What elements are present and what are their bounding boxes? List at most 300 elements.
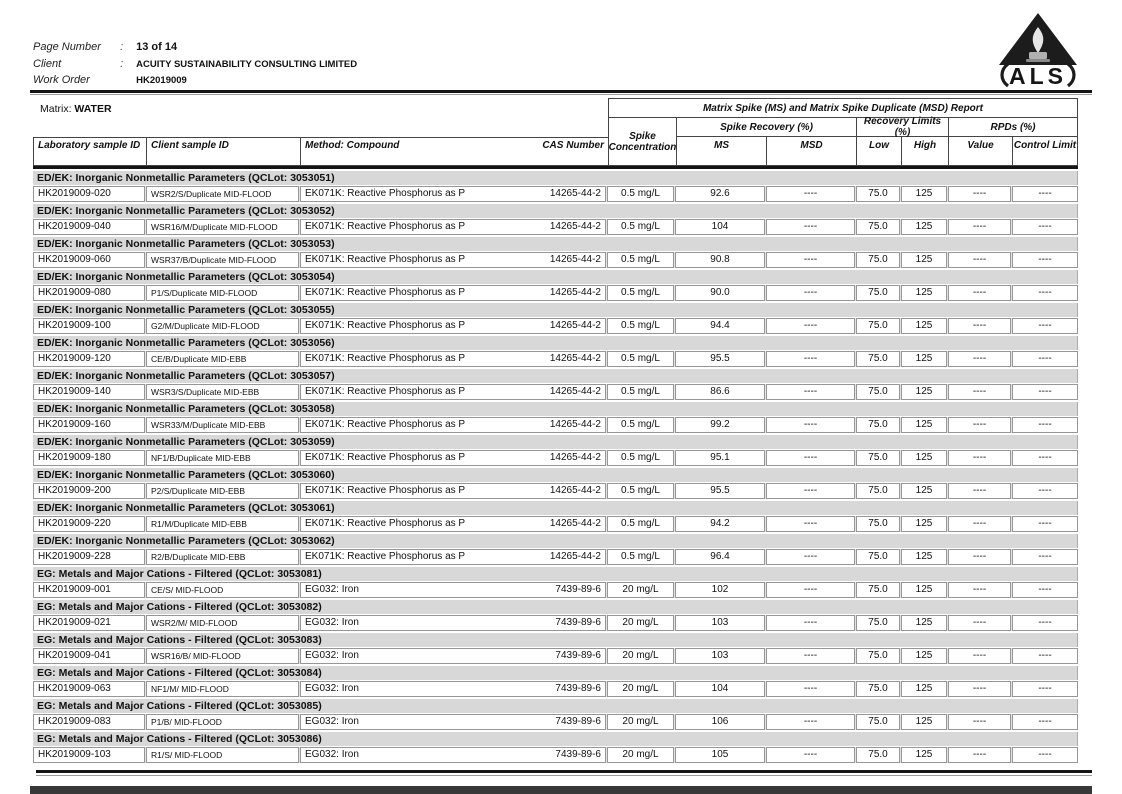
cell-recovery-limit-high: 125 [901, 351, 947, 367]
cell-recovery-limit-low: 75.0 [856, 714, 900, 730]
table-body [33, 171, 1078, 765]
column-header-value: Value [949, 137, 1013, 166]
table-row [33, 285, 1078, 301]
page-number-value: 13 of 14 [136, 41, 178, 53]
cell-rpd-value: ---- [948, 450, 1011, 466]
qc-group-title: EG: Metals and Major Cations - Filtered (QCLot: 3053084) [33, 666, 1078, 680]
cell-client-sample-id: P1/S/Duplicate MID-FLOOD [146, 285, 299, 301]
table-row [33, 351, 1078, 367]
cell-recovery-limit-low: 75.0 [856, 186, 900, 202]
separator: : [120, 58, 124, 70]
header-rule-shadow [30, 94, 1092, 95]
cell-ms-recovery: 99.2 [675, 417, 765, 433]
column-header-spike-concentration: Spike Concentration [608, 118, 677, 166]
method-compound-label: Method: Compound [305, 140, 400, 151]
cas-number-value: 14265-44-2 [549, 518, 601, 529]
cell-spike-concentration: 0.5 mg/L [607, 450, 674, 466]
cell-client-sample-id: R1/M/Duplicate MID-EBB [146, 516, 299, 532]
cell-recovery-limit-low: 75.0 [856, 516, 900, 532]
cell-laboratory-sample-id: HK2019009-020 [33, 186, 145, 202]
cell-rpd-value: ---- [948, 615, 1011, 631]
cell-client-sample-id: WSR33/M/Duplicate MID-EBB [146, 417, 299, 433]
cell-spike-concentration: 20 mg/L [607, 615, 674, 631]
qc-group-title: ED/EK: Inorganic Nonmetallic Parameters (QCLot: 3053055) [33, 303, 1078, 317]
cell-rpd-value: ---- [948, 582, 1011, 598]
cell-rpd-control-limit: ---- [1012, 516, 1078, 532]
table-row [33, 714, 1078, 730]
cell-msd-recovery: ---- [766, 351, 855, 367]
qc-group-title: ED/EK: Inorganic Nonmetallic Parameters (QCLot: 3053057) [33, 369, 1078, 383]
cell-msd-recovery: ---- [766, 747, 855, 763]
qc-group-title: ED/EK: Inorganic Nonmetallic Parameters (QCLot: 3053056) [33, 336, 1078, 350]
table-row [33, 318, 1078, 334]
cell-spike-concentration: 20 mg/L [607, 648, 674, 664]
cell-spike-concentration: 0.5 mg/L [607, 219, 674, 235]
cell-rpd-control-limit: ---- [1012, 549, 1078, 565]
cell-laboratory-sample-id: HK2019009-103 [33, 747, 145, 763]
qc-group [33, 633, 1078, 664]
page-number-row [33, 41, 177, 53]
qc-group [33, 369, 1078, 400]
cell-method-compound [300, 582, 606, 598]
cas-number-value: 7439-89-6 [555, 716, 601, 727]
method-compound-value: EK071K: Reactive Phosphorus as P [305, 518, 466, 529]
qc-group [33, 666, 1078, 697]
cell-msd-recovery: ---- [766, 714, 855, 730]
cas-number-value: 7439-89-6 [555, 749, 601, 760]
cell-method-compound [300, 483, 606, 499]
cell-method-compound [300, 318, 606, 334]
column-header-client-sample-id: Client sample ID [147, 138, 301, 165]
cas-number-value: 7439-89-6 [555, 650, 601, 661]
cell-rpd-control-limit: ---- [1012, 648, 1078, 664]
method-compound-value: EK071K: Reactive Phosphorus as P [305, 320, 466, 331]
qc-group-title: ED/EK: Inorganic Nonmetallic Parameters (QCLot: 3053051) [33, 171, 1078, 185]
cell-recovery-limit-low: 75.0 [856, 681, 900, 697]
cell-msd-recovery: ---- [766, 252, 855, 268]
cell-method-compound [300, 450, 606, 466]
cell-method-compound [300, 219, 606, 235]
cell-spike-concentration: 20 mg/L [607, 714, 674, 730]
cell-recovery-limit-high: 125 [901, 747, 947, 763]
cell-rpd-control-limit: ---- [1012, 285, 1078, 301]
column-header-control-limit: Control Limit [1013, 137, 1078, 166]
cell-method-compound [300, 516, 606, 532]
cell-client-sample-id: G2/M/Duplicate MID-FLOOD [146, 318, 299, 334]
cell-ms-recovery: 96.4 [675, 549, 765, 565]
cell-rpd-control-limit: ---- [1012, 681, 1078, 697]
table-row [33, 681, 1078, 697]
cell-msd-recovery: ---- [766, 285, 855, 301]
cas-number-value: 14265-44-2 [549, 386, 601, 397]
qc-group-title: ED/EK: Inorganic Nonmetallic Parameters (QCLot: 3053059) [33, 435, 1078, 449]
cell-client-sample-id: R2/B/Duplicate MID-EBB [146, 549, 299, 565]
method-compound-value: EG032: Iron [305, 749, 359, 760]
cell-spike-concentration: 20 mg/L [607, 747, 674, 763]
cell-laboratory-sample-id: HK2019009-140 [33, 384, 145, 400]
cas-number-value: 14265-44-2 [549, 353, 601, 364]
cell-msd-recovery: ---- [766, 483, 855, 499]
qc-group [33, 600, 1078, 631]
method-compound-value: EK071K: Reactive Phosphorus as P [305, 254, 466, 265]
cell-method-compound [300, 648, 606, 664]
cell-rpd-value: ---- [948, 285, 1011, 301]
table-row [33, 582, 1078, 598]
cell-method-compound [300, 681, 606, 697]
method-compound-value: EK071K: Reactive Phosphorus as P [305, 485, 466, 496]
qc-group [33, 336, 1078, 367]
qc-group-title: ED/EK: Inorganic Nonmetallic Parameters (QCLot: 3053053) [33, 237, 1078, 251]
cell-msd-recovery: ---- [766, 648, 855, 664]
cell-msd-recovery: ---- [766, 516, 855, 532]
column-header-low: Low [857, 137, 902, 166]
cell-ms-recovery: 95.5 [675, 483, 765, 499]
cell-rpd-value: ---- [948, 252, 1011, 268]
cell-ms-recovery: 86.6 [675, 384, 765, 400]
table-row [33, 384, 1078, 400]
column-header-high: High [902, 137, 949, 166]
cas-number-label: CAS Number [542, 140, 604, 151]
cell-client-sample-id: NF1/B/Duplicate MID-EBB [146, 450, 299, 466]
matrix-line [40, 103, 112, 115]
cell-spike-concentration: 0.5 mg/L [607, 285, 674, 301]
cell-laboratory-sample-id: HK2019009-041 [33, 648, 145, 664]
table-row [33, 747, 1078, 763]
qc-group [33, 501, 1078, 532]
cell-client-sample-id: CE/B/Duplicate MID-EBB [146, 351, 299, 367]
cell-recovery-limit-high: 125 [901, 285, 947, 301]
column-group-rpds: RPDs (%) [949, 118, 1078, 137]
cell-recovery-limit-low: 75.0 [856, 384, 900, 400]
method-compound-value: EK071K: Reactive Phosphorus as P [305, 386, 466, 397]
method-compound-value: EG032: Iron [305, 650, 359, 661]
cell-ms-recovery: 90.0 [675, 285, 765, 301]
cell-laboratory-sample-id: HK2019009-180 [33, 450, 145, 466]
cell-ms-recovery: 95.1 [675, 450, 765, 466]
cell-msd-recovery: ---- [766, 450, 855, 466]
cas-number-value: 14265-44-2 [549, 287, 601, 298]
qc-group [33, 567, 1078, 598]
client-row [33, 58, 357, 70]
qc-group-title: ED/EK: Inorganic Nonmetallic Parameters (QCLot: 3053061) [33, 501, 1078, 515]
table-row [33, 549, 1078, 565]
cell-recovery-limit-high: 125 [901, 318, 947, 334]
cell-laboratory-sample-id: HK2019009-200 [33, 483, 145, 499]
cas-number-value: 14265-44-2 [549, 320, 601, 331]
report-title: Matrix Spike (MS) and Matrix Spike Duplicate (MSD) Report [608, 98, 1078, 118]
cell-ms-recovery: 102 [675, 582, 765, 598]
table-row [33, 219, 1078, 235]
cell-client-sample-id: R1/S/ MID-FLOOD [146, 747, 299, 763]
cell-client-sample-id: NF1/M/ MID-FLOOD [146, 681, 299, 697]
cell-rpd-control-limit: ---- [1012, 450, 1078, 466]
table-row [33, 417, 1078, 433]
method-compound-value: EG032: Iron [305, 617, 359, 628]
header-rule [30, 90, 1092, 93]
sample-header-box [33, 137, 608, 166]
cell-client-sample-id: WSR37/B/Duplicate MID-FLOOD [146, 252, 299, 268]
cas-number-value: 7439-89-6 [555, 584, 601, 595]
column-group-spike-recovery: Spike Recovery (%) [677, 118, 857, 137]
cell-rpd-control-limit: ---- [1012, 318, 1078, 334]
cell-rpd-value: ---- [948, 747, 1011, 763]
cell-laboratory-sample-id: HK2019009-060 [33, 252, 145, 268]
cas-number-value: 14265-44-2 [549, 419, 601, 430]
cell-recovery-limit-low: 75.0 [856, 615, 900, 631]
cell-recovery-limit-low: 75.0 [856, 549, 900, 565]
qc-group [33, 237, 1078, 268]
cell-recovery-limit-low: 75.0 [856, 351, 900, 367]
cell-rpd-control-limit: ---- [1012, 483, 1078, 499]
qc-group [33, 468, 1078, 499]
method-compound-value: EK071K: Reactive Phosphorus as P [305, 419, 466, 430]
table-row [33, 186, 1078, 202]
cell-spike-concentration: 20 mg/L [607, 681, 674, 697]
client-value: ACUITY SUSTAINABILITY CONSULTING LIMITED [136, 59, 358, 70]
cell-recovery-limit-low: 75.0 [856, 285, 900, 301]
method-compound-value: EG032: Iron [305, 716, 359, 727]
cas-number-value: 7439-89-6 [555, 617, 601, 628]
cell-spike-concentration: 0.5 mg/L [607, 384, 674, 400]
cell-client-sample-id: P1/B/ MID-FLOOD [146, 714, 299, 730]
cell-laboratory-sample-id: HK2019009-021 [33, 615, 145, 631]
separator: : [120, 41, 124, 53]
cell-recovery-limit-low: 75.0 [856, 648, 900, 664]
cell-rpd-control-limit: ---- [1012, 252, 1078, 268]
matrix-value: WATER [74, 103, 112, 115]
work-order-row [33, 74, 187, 86]
cell-recovery-limit-high: 125 [901, 714, 947, 730]
qc-group [33, 402, 1078, 433]
qc-group [33, 204, 1078, 235]
cell-recovery-limit-high: 125 [901, 516, 947, 532]
qc-group-title: ED/EK: Inorganic Nonmetallic Parameters (QCLot: 3053058) [33, 402, 1078, 416]
cell-recovery-limit-high: 125 [901, 681, 947, 697]
cell-msd-recovery: ---- [766, 219, 855, 235]
cell-recovery-limit-high: 125 [901, 219, 947, 235]
qc-group [33, 732, 1078, 763]
cell-method-compound [300, 615, 606, 631]
method-compound-value: EK071K: Reactive Phosphorus as P [305, 452, 466, 463]
cell-recovery-limit-high: 125 [901, 417, 947, 433]
cell-rpd-value: ---- [948, 483, 1011, 499]
qc-group [33, 534, 1078, 565]
table-row [33, 252, 1078, 268]
page-bottom-rule-shadow [36, 775, 1092, 776]
work-order-value: HK2019009 [136, 75, 187, 86]
cas-number-value: 7439-89-6 [555, 683, 601, 694]
column-header-method-compound [301, 138, 608, 165]
cell-laboratory-sample-id: HK2019009-040 [33, 219, 145, 235]
cell-rpd-value: ---- [948, 318, 1011, 334]
method-compound-value: EG032: Iron [305, 683, 359, 694]
cell-client-sample-id: WSR2/S/Duplicate MID-FLOOD [146, 186, 299, 202]
page-number-label: Page Number [33, 41, 101, 53]
qc-group [33, 435, 1078, 466]
cell-rpd-control-limit: ---- [1012, 714, 1078, 730]
cell-method-compound [300, 186, 606, 202]
qc-group [33, 303, 1078, 334]
cas-number-value: 14265-44-2 [549, 551, 601, 562]
cell-rpd-control-limit: ---- [1012, 582, 1078, 598]
work-order-label: Work Order [33, 74, 90, 86]
cell-recovery-limit-high: 125 [901, 549, 947, 565]
cell-ms-recovery: 90.8 [675, 252, 765, 268]
cell-method-compound [300, 747, 606, 763]
cell-ms-recovery: 104 [675, 219, 765, 235]
cell-msd-recovery: ---- [766, 681, 855, 697]
cell-ms-recovery: 104 [675, 681, 765, 697]
als-logo-text: ALS [1009, 63, 1067, 89]
table-row [33, 483, 1078, 499]
cell-rpd-control-limit: ---- [1012, 615, 1078, 631]
cell-ms-recovery: 106 [675, 714, 765, 730]
cell-method-compound [300, 351, 606, 367]
cell-ms-recovery: 94.4 [675, 318, 765, 334]
cell-laboratory-sample-id: HK2019009-220 [33, 516, 145, 532]
table-row [33, 450, 1078, 466]
cell-laboratory-sample-id: HK2019009-080 [33, 285, 145, 301]
cell-ms-recovery: 103 [675, 615, 765, 631]
cell-spike-concentration: 0.5 mg/L [607, 417, 674, 433]
table-row [33, 615, 1078, 631]
cell-rpd-value: ---- [948, 516, 1011, 532]
column-header-ms: MS [677, 137, 767, 166]
cell-spike-concentration: 0.5 mg/L [607, 351, 674, 367]
cell-client-sample-id: WSR2/M/ MID-FLOOD [146, 615, 299, 631]
cell-spike-concentration: 0.5 mg/L [607, 483, 674, 499]
cell-rpd-value: ---- [948, 186, 1011, 202]
cell-recovery-limit-low: 75.0 [856, 219, 900, 235]
cas-number-value: 14265-44-2 [549, 452, 601, 463]
cell-method-compound [300, 714, 606, 730]
cell-recovery-limit-high: 125 [901, 384, 947, 400]
qc-group-title: EG: Metals and Major Cations - Filtered (QCLot: 3053083) [33, 633, 1078, 647]
cell-recovery-limit-high: 125 [901, 582, 947, 598]
cell-spike-concentration: 0.5 mg/L [607, 549, 674, 565]
matrix-label: Matrix: [40, 103, 72, 115]
cell-client-sample-id: P2/S/Duplicate MID-EBB [146, 483, 299, 499]
cell-recovery-limit-low: 75.0 [856, 450, 900, 466]
cell-rpd-value: ---- [948, 648, 1011, 664]
cell-laboratory-sample-id: HK2019009-160 [33, 417, 145, 433]
cell-recovery-limit-high: 125 [901, 648, 947, 664]
qc-group-title: ED/EK: Inorganic Nonmetallic Parameters (QCLot: 3053062) [33, 534, 1078, 548]
cell-recovery-limit-low: 75.0 [856, 483, 900, 499]
cell-recovery-limit-low: 75.0 [856, 252, 900, 268]
cell-recovery-limit-high: 125 [901, 252, 947, 268]
qc-group [33, 171, 1078, 202]
cell-ms-recovery: 95.5 [675, 351, 765, 367]
cell-msd-recovery: ---- [766, 549, 855, 565]
qc-group-title: ED/EK: Inorganic Nonmetallic Parameters (QCLot: 3053060) [33, 468, 1078, 482]
page-edge-bar [30, 786, 1092, 794]
cas-number-value: 14265-44-2 [549, 485, 601, 496]
method-compound-value: EG032: Iron [305, 584, 359, 595]
method-compound-value: EK071K: Reactive Phosphorus as P [305, 353, 466, 364]
method-compound-value: EK071K: Reactive Phosphorus as P [305, 188, 466, 199]
method-compound-value: EK071K: Reactive Phosphorus as P [305, 287, 466, 298]
qc-group [33, 699, 1078, 730]
cell-msd-recovery: ---- [766, 384, 855, 400]
als-logo-icon [993, 12, 1083, 95]
qc-group-title: EG: Metals and Major Cations - Filtered (QCLot: 3053085) [33, 699, 1078, 713]
cell-rpd-control-limit: ---- [1012, 417, 1078, 433]
cell-rpd-control-limit: ---- [1012, 186, 1078, 202]
cell-rpd-value: ---- [948, 417, 1011, 433]
method-compound-value: EK071K: Reactive Phosphorus as P [305, 551, 466, 562]
cell-rpd-control-limit: ---- [1012, 219, 1078, 235]
cell-spike-concentration: 0.5 mg/L [607, 186, 674, 202]
page-bottom-rule [36, 770, 1092, 773]
cell-ms-recovery: 92.6 [675, 186, 765, 202]
cas-number-value: 14265-44-2 [549, 221, 601, 232]
cell-client-sample-id: WSR3/S/Duplicate MID-EBB [146, 384, 299, 400]
cell-rpd-control-limit: ---- [1012, 384, 1078, 400]
column-header-msd: MSD [767, 137, 857, 166]
cell-msd-recovery: ---- [766, 186, 855, 202]
cell-ms-recovery: 94.2 [675, 516, 765, 532]
cell-msd-recovery: ---- [766, 318, 855, 334]
column-group-recovery-limits: Recovery Limits (%) [857, 118, 949, 137]
cell-rpd-value: ---- [948, 549, 1011, 565]
cell-spike-concentration: 0.5 mg/L [607, 516, 674, 532]
cell-rpd-value: ---- [948, 384, 1011, 400]
table-header-rule [33, 166, 1078, 169]
cell-rpd-value: ---- [948, 351, 1011, 367]
cell-ms-recovery: 105 [675, 747, 765, 763]
qc-group-title: EG: Metals and Major Cations - Filtered (QCLot: 3053082) [33, 600, 1078, 614]
cell-recovery-limit-low: 75.0 [856, 318, 900, 334]
client-label: Client [33, 58, 62, 70]
cell-recovery-limit-high: 125 [901, 615, 947, 631]
cell-recovery-limit-high: 125 [901, 186, 947, 202]
qc-group [33, 270, 1078, 301]
cell-client-sample-id: CE/S/ MID-FLOOD [146, 582, 299, 598]
cell-recovery-limit-low: 75.0 [856, 417, 900, 433]
cell-method-compound [300, 252, 606, 268]
qc-group-title: EG: Metals and Major Cations - Filtered (QCLot: 3053086) [33, 732, 1078, 746]
table-row [33, 516, 1078, 532]
cell-laboratory-sample-id: HK2019009-063 [33, 681, 145, 697]
cell-spike-concentration: 0.5 mg/L [607, 252, 674, 268]
method-compound-value: EK071K: Reactive Phosphorus as P [305, 221, 466, 232]
cell-msd-recovery: ---- [766, 615, 855, 631]
cas-number-value: 14265-44-2 [549, 188, 601, 199]
cell-recovery-limit-high: 125 [901, 450, 947, 466]
cell-method-compound [300, 285, 606, 301]
cell-laboratory-sample-id: HK2019009-083 [33, 714, 145, 730]
qc-group-title: ED/EK: Inorganic Nonmetallic Parameters (QCLot: 3053054) [33, 270, 1078, 284]
cell-laboratory-sample-id: HK2019009-100 [33, 318, 145, 334]
column-header-laboratory-sample-id: Laboratory sample ID [34, 138, 147, 165]
cell-rpd-control-limit: ---- [1012, 747, 1078, 763]
cell-laboratory-sample-id: HK2019009-001 [33, 582, 145, 598]
qc-group-title: EG: Metals and Major Cations - Filtered (QCLot: 3053081) [33, 567, 1078, 581]
cell-recovery-limit-low: 75.0 [856, 582, 900, 598]
cell-spike-concentration: 0.5 mg/L [607, 318, 674, 334]
cell-recovery-limit-low: 75.0 [856, 747, 900, 763]
cell-method-compound [300, 384, 606, 400]
qc-group-title: ED/EK: Inorganic Nonmetallic Parameters (QCLot: 3053052) [33, 204, 1078, 218]
cell-rpd-control-limit: ---- [1012, 351, 1078, 367]
cell-laboratory-sample-id: HK2019009-228 [33, 549, 145, 565]
cell-rpd-value: ---- [948, 714, 1011, 730]
cell-rpd-value: ---- [948, 681, 1011, 697]
cell-client-sample-id: WSR16/M/Duplicate MID-FLOOD [146, 219, 299, 235]
cell-recovery-limit-high: 125 [901, 483, 947, 499]
cell-msd-recovery: ---- [766, 582, 855, 598]
